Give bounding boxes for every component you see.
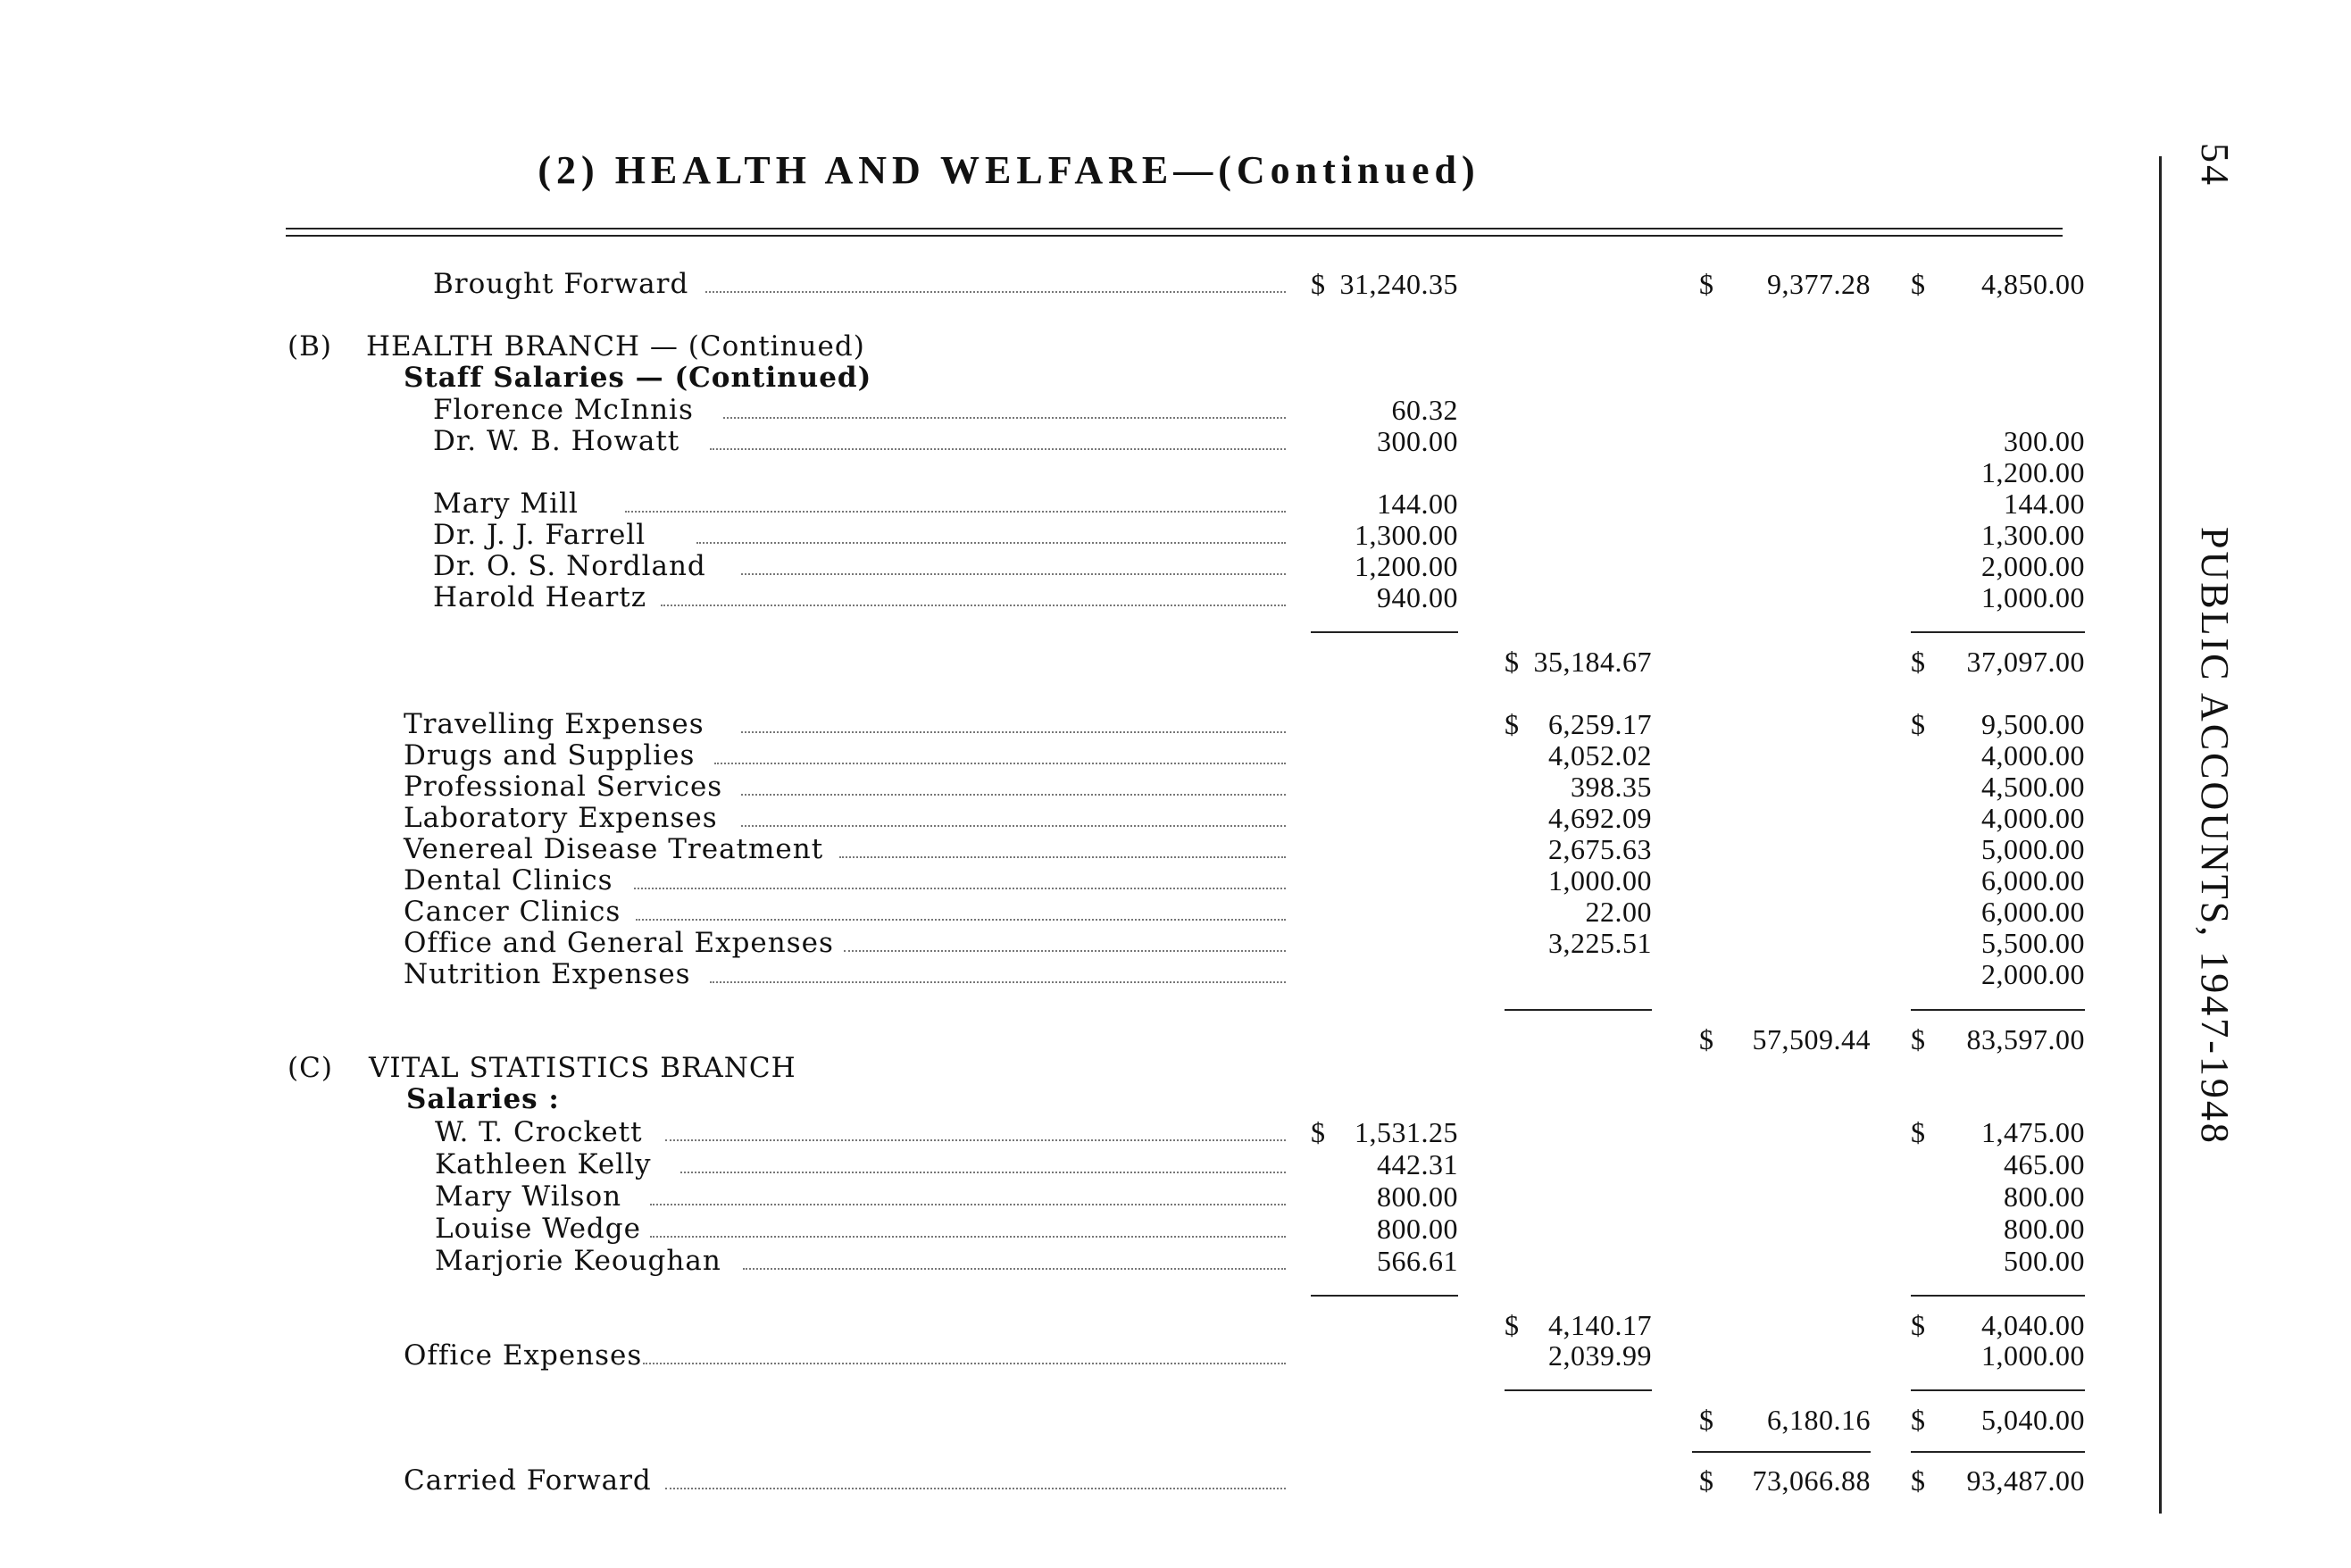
amount-col1: 800.00: [1377, 1213, 1458, 1245]
amount-col1: 442.31: [1377, 1148, 1458, 1180]
dollar-sign: $: [1911, 268, 1925, 300]
subheading-row: [0, 1083, 2351, 1115]
dollar-sign: $: [1699, 1023, 1713, 1055]
expense-row: [0, 864, 2351, 897]
branch-total-row: [0, 1023, 2351, 1055]
expense-row: [0, 802, 2351, 834]
subheading: Staff Salaries — (Continued): [404, 362, 872, 394]
amount-col2: 4,052.02: [1548, 739, 1652, 771]
subtotal-row: [0, 1309, 2351, 1341]
amount-col4: 6,000.00: [1981, 864, 2085, 897]
salary-row: [0, 394, 2351, 426]
expense-row: [0, 958, 2351, 990]
subtotal-rule: [1311, 1295, 1458, 1297]
section-letter: (B): [288, 330, 332, 363]
employee-name: W. T. Crockett: [435, 1116, 643, 1148]
dot-leader: [665, 1488, 1286, 1489]
total-rule: [1692, 1451, 1871, 1453]
brought-forward-row: [0, 268, 2351, 300]
employee-name: Florence McInnis: [433, 394, 694, 426]
amount-col4: 465.00: [2004, 1148, 2085, 1180]
amount-col4: 2,000.00: [1981, 550, 2085, 582]
dot-leader: [665, 1139, 1286, 1141]
dot-leader: [650, 1204, 1286, 1205]
dot-leader: [661, 605, 1286, 606]
title-rule-bottom: [286, 235, 2063, 237]
amount-col3: 57,509.44: [1752, 1023, 1871, 1055]
amount-col4: 800.00: [2004, 1180, 2085, 1213]
subtotal-rule: [1911, 1009, 2085, 1011]
subheading-row: [0, 362, 2351, 394]
subtotal-row: [0, 646, 2351, 678]
total-rule: [1911, 1451, 2085, 1453]
amount-col4: 1,475.00: [1981, 1116, 2085, 1148]
subtotal-rule: [1911, 1295, 2085, 1297]
salary-row: [0, 425, 2351, 457]
page-title: (2) HEALTH AND WELFARE—(Continued): [538, 148, 1480, 192]
dot-leader: [743, 1268, 1286, 1270]
dot-leader: [741, 794, 1286, 796]
dollar-sign: $: [1911, 1309, 1925, 1341]
amount-col4: 37,097.00: [1966, 646, 2085, 678]
amount-col4: 1,200.00: [1981, 456, 2085, 488]
dot-leader: [696, 542, 1286, 544]
dot-leader: [839, 856, 1286, 858]
salary-row: [0, 1180, 2351, 1213]
amount-col2: 22.00: [1585, 896, 1652, 928]
amount-col1: 31,240.35: [1339, 268, 1458, 300]
dollar-sign: $: [1505, 1309, 1519, 1341]
dollar-sign: $: [1911, 1404, 1925, 1436]
expense-name: Dental Clinics: [404, 864, 613, 897]
employee-name: Dr. W. B. Howatt: [433, 425, 680, 457]
amount-col4: 6,000.00: [1981, 896, 2085, 928]
amount-col2: 398.35: [1571, 771, 1652, 803]
amount-col4: 5,500.00: [1981, 927, 2085, 959]
dollar-sign: $: [1911, 646, 1925, 678]
employee-name: Mary Wilson: [435, 1180, 622, 1213]
expense-name: Cancer Clinics: [404, 896, 621, 928]
employee-name: Dr. O. S. Nordland: [433, 550, 706, 582]
row-label: Brought Forward: [433, 268, 689, 300]
dot-leader: [625, 511, 1286, 513]
amount-col1: 1,531.25: [1355, 1116, 1458, 1148]
dollar-sign: $: [1699, 1464, 1713, 1497]
amount-col4: 144.00: [2004, 488, 2085, 520]
employee-name: Harold Heartz: [433, 581, 647, 613]
dollar-sign: $: [1911, 1464, 1925, 1497]
expense-name: Office Expenses: [404, 1339, 643, 1372]
salary-row: [0, 456, 2351, 488]
dot-leader: [710, 448, 1286, 450]
dollar-sign: $: [1911, 1116, 1925, 1148]
amount-col4: 5,000.00: [1981, 833, 2085, 865]
expense-name: Drugs and Supplies: [404, 739, 696, 771]
salary-row: [0, 1148, 2351, 1180]
section-heading-row: [0, 330, 2351, 363]
employee-name: Marjorie Keoughan: [435, 1245, 721, 1277]
amount-col4: 4,000.00: [1981, 802, 2085, 834]
dollar-sign: $: [1699, 268, 1713, 300]
subtotal-rule: [1311, 631, 1458, 633]
subtotal-rule: [1911, 1389, 2085, 1391]
salary-row: [0, 488, 2351, 520]
salary-row: [0, 1213, 2351, 1245]
amount-col1: 940.00: [1377, 581, 1458, 613]
dot-leader: [705, 291, 1286, 293]
dot-leader: [844, 950, 1286, 952]
employee-name: Kathleen Kelly: [435, 1148, 652, 1180]
expense-row: [0, 771, 2351, 803]
dot-leader: [741, 731, 1286, 733]
amount-col2: 2,675.63: [1548, 833, 1652, 865]
amount-col3: 6,180.16: [1767, 1404, 1871, 1436]
dollar-sign: $: [1505, 708, 1519, 740]
subtotal-rule: [1505, 1389, 1652, 1391]
branch-total-row: [0, 1404, 2351, 1436]
running-head-text: PUBLIC ACCOUNTS, 1947-1948: [2193, 527, 2237, 1146]
amount-col2: 2,039.99: [1548, 1339, 1652, 1372]
dot-leader: [643, 1363, 1286, 1364]
expense-row: [0, 833, 2351, 865]
expense-row: [0, 708, 2351, 740]
amount-col4: 500.00: [2004, 1245, 2085, 1277]
section-letter: (C): [288, 1052, 333, 1084]
amount-col3: 9,377.28: [1767, 268, 1871, 300]
amount-col4: 300.00: [2004, 425, 2085, 457]
amount-col4: 83,597.00: [1966, 1023, 2085, 1055]
amount-col2: 3,225.51: [1548, 927, 1652, 959]
amount-col4: 800.00: [2004, 1213, 2085, 1245]
employee-name: Mary Mill: [433, 488, 579, 520]
amount-col4: 5,040.00: [1981, 1404, 2085, 1436]
employee-name: Dr. J. J. Farrell: [433, 519, 646, 551]
dot-leader: [710, 981, 1286, 983]
title-rule-top: [286, 228, 2063, 229]
dot-leader: [634, 888, 1286, 889]
dollar-sign: $: [1311, 1116, 1325, 1148]
amount-col4: 9,500.00: [1981, 708, 2085, 740]
expense-name: Laboratory Expenses: [404, 802, 718, 834]
amount-col1: 144.00: [1377, 488, 1458, 520]
amount-col1: 800.00: [1377, 1180, 1458, 1213]
expense-name: Nutrition Expenses: [404, 958, 691, 990]
dollar-sign: $: [1505, 646, 1519, 678]
dollar-sign: $: [1911, 708, 1925, 740]
amount-col2: 1,000.00: [1548, 864, 1652, 897]
amount-col2: 4,140.17: [1548, 1309, 1652, 1341]
amount-col1: 300.00: [1377, 425, 1458, 457]
amount-col1: 566.61: [1377, 1245, 1458, 1277]
expense-row: [0, 927, 2351, 959]
amount-col4: 4,040.00: [1981, 1309, 2085, 1341]
dot-leader: [680, 1172, 1286, 1173]
section-heading: VITAL STATISTICS BRANCH: [369, 1052, 796, 1084]
section-heading: HEALTH BRANCH — (Continued): [366, 330, 865, 363]
salary-row: [0, 1116, 2351, 1148]
amount-col4: 93,487.00: [1966, 1464, 2085, 1497]
dollar-sign: $: [1699, 1404, 1713, 1436]
amount-col4: 4,850.00: [1981, 268, 2085, 300]
salary-row: [0, 519, 2351, 551]
expense-row: [0, 1339, 2351, 1372]
amount-col4: 1,000.00: [1981, 1339, 2085, 1372]
dot-leader: [741, 825, 1286, 827]
dollar-sign: $: [1911, 1023, 1925, 1055]
amount-col3: 73,066.88: [1752, 1464, 1871, 1497]
employee-name: Louise Wedge: [435, 1213, 641, 1245]
dot-leader: [723, 417, 1286, 419]
expense-name: Venereal Disease Treatment: [404, 833, 824, 865]
salary-row: [0, 550, 2351, 582]
amount-col1: 1,300.00: [1355, 519, 1458, 551]
salary-row: [0, 1245, 2351, 1277]
dot-leader: [741, 573, 1286, 575]
dot-leader: [636, 919, 1286, 921]
expense-row: [0, 739, 2351, 771]
dot-leader: [650, 1236, 1286, 1238]
amount-col4: 4,000.00: [1981, 739, 2085, 771]
expense-row: [0, 896, 2351, 928]
subtotal-rule: [1911, 631, 2085, 633]
dollar-sign: $: [1311, 268, 1325, 300]
expense-name: Office and General Expenses: [404, 927, 834, 959]
page-number: 54: [2193, 143, 2237, 188]
dot-leader: [714, 763, 1286, 764]
amount-col4: 1,300.00: [1981, 519, 2085, 551]
section-heading-row: [0, 1052, 2351, 1084]
expense-name: Travelling Expenses: [404, 708, 704, 740]
expense-name: Professional Services: [404, 771, 723, 803]
amount-col1: 60.32: [1391, 394, 1458, 426]
row-label: Carried Forward: [404, 1464, 652, 1497]
subtotal-rule: [1505, 1009, 1652, 1011]
amount-col4: 1,000.00: [1981, 581, 2085, 613]
subheading: Salaries :: [406, 1083, 560, 1115]
amount-col1: 1,200.00: [1355, 550, 1458, 582]
amount-col2: 4,692.09: [1548, 802, 1652, 834]
carried-forward-row: [0, 1464, 2351, 1497]
amount-col4: 2,000.00: [1981, 958, 2085, 990]
salary-row: [0, 581, 2351, 613]
amount-col4: 4,500.00: [1981, 771, 2085, 803]
amount-col2: 35,184.67: [1533, 646, 1652, 678]
amount-col2: 6,259.17: [1548, 708, 1652, 740]
